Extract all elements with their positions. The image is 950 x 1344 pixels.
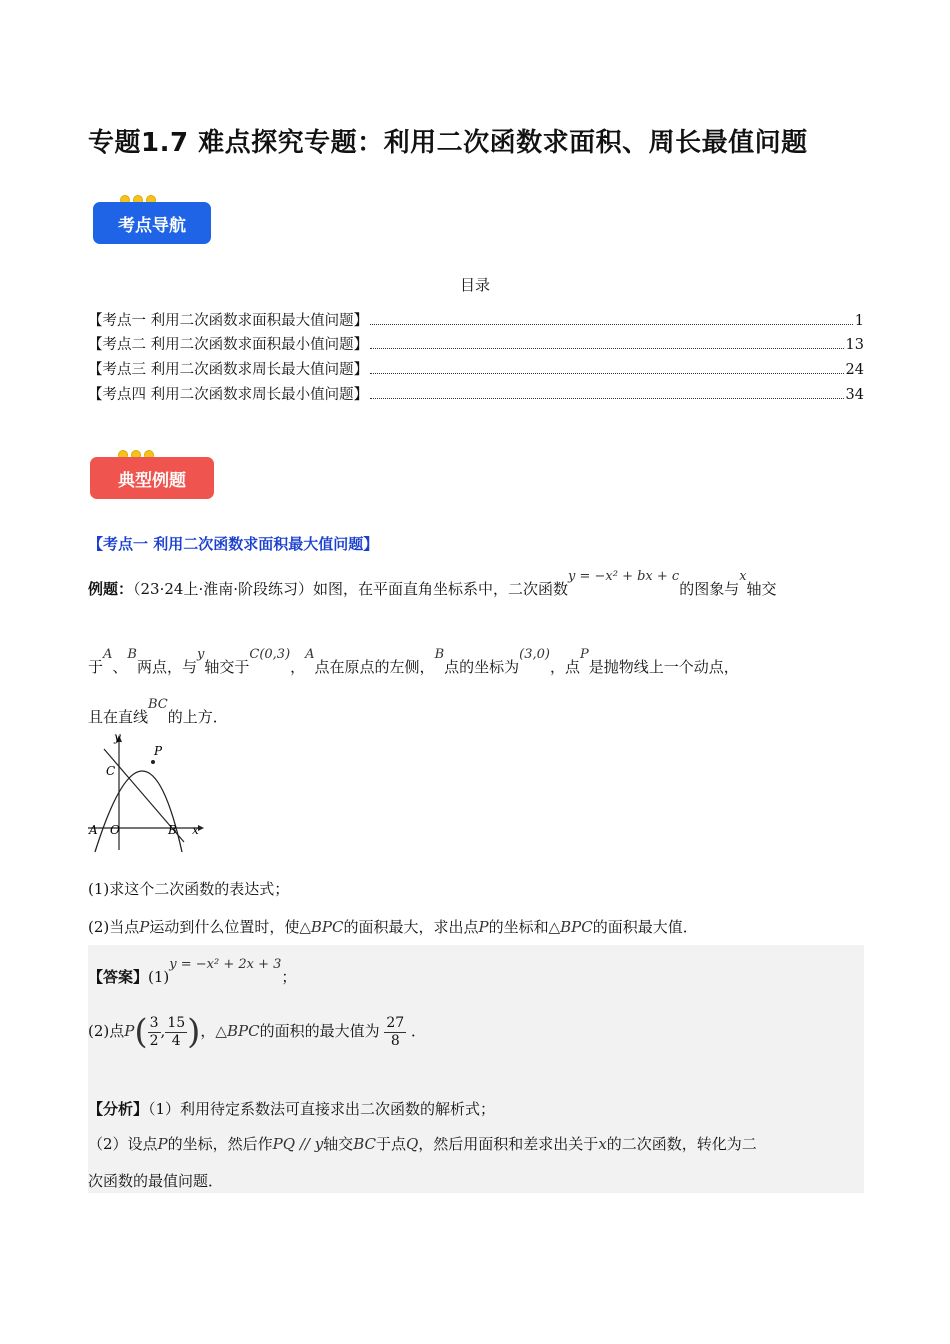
math-triangle: △BPC bbox=[299, 918, 344, 936]
text: ，然后用面积和差求出关于 bbox=[418, 1135, 599, 1153]
example-line-2 bbox=[88, 647, 739, 677]
text: 于点 bbox=[375, 1135, 406, 1153]
text: （2）设点 bbox=[88, 1135, 158, 1153]
math-expression: y = −x² + 2x + 3 bbox=[169, 957, 282, 972]
toc-item-3[interactable] bbox=[88, 358, 864, 380]
fraction bbox=[165, 1015, 187, 1050]
x-axis-arrow bbox=[198, 825, 204, 831]
text: (2)点 bbox=[88, 1022, 125, 1040]
text: 点在原点的左侧， bbox=[314, 658, 435, 676]
answer-1 bbox=[88, 957, 297, 987]
text: 的坐标和 bbox=[488, 918, 549, 936]
example-line-3 bbox=[88, 697, 228, 727]
text: 的上方． bbox=[167, 708, 228, 726]
point-p bbox=[151, 760, 155, 764]
fraction bbox=[384, 1015, 406, 1050]
math-var: y bbox=[197, 647, 205, 662]
denominator: 8 bbox=[390, 1032, 400, 1049]
math-expression: PQ // y bbox=[272, 1135, 324, 1153]
math-expression: y = −x² + bx + c bbox=[568, 569, 680, 584]
toc-item-label: 【考点一 利用二次函数求面积最大值问题】 bbox=[88, 313, 369, 329]
text: （1）利用待定系数法可直接求出二次函数的解析式； bbox=[148, 1100, 496, 1118]
toc-item-page: 34 bbox=[845, 387, 864, 403]
math-triangle: △BPC bbox=[548, 918, 593, 936]
page-title: 专题1.7 难点探究专题：利用二次函数求面积、周长最值问题 bbox=[88, 128, 808, 158]
text: 轴交 bbox=[746, 580, 777, 598]
text: 的坐标，然后作 bbox=[167, 1135, 273, 1153]
nav-badge: 考点导航 bbox=[93, 202, 211, 244]
paren-right: ) bbox=[187, 1012, 201, 1052]
math-var: x bbox=[598, 1135, 607, 1153]
text: 的面积最大，求出点 bbox=[343, 918, 479, 936]
text: 、 bbox=[112, 658, 128, 676]
text: ； bbox=[281, 968, 297, 986]
text: 运动到什么位置时，使 bbox=[149, 918, 300, 936]
toc-item-page: 24 bbox=[845, 362, 864, 378]
text: ，点 bbox=[549, 658, 580, 676]
text: （23·24上·淮南·阶段练习）如图，在平面直角坐标系中，二次函数 bbox=[133, 580, 568, 598]
examples-badge: 典型例题 bbox=[90, 457, 214, 499]
text: , bbox=[160, 1022, 166, 1040]
toc-item-1[interactable] bbox=[88, 309, 864, 331]
math-var: P bbox=[579, 647, 589, 662]
math-var: BC bbox=[148, 697, 168, 712]
math-var: P bbox=[124, 1022, 135, 1040]
label-x: x bbox=[192, 823, 199, 837]
text: (1) bbox=[148, 968, 170, 986]
numerator: 3 bbox=[149, 1014, 159, 1031]
text: 轴交于 bbox=[204, 658, 250, 676]
toc-item-page: 1 bbox=[854, 313, 864, 329]
toc-heading: 目录 bbox=[459, 276, 490, 294]
denominator: 4 bbox=[171, 1032, 181, 1049]
toc-item-2[interactable] bbox=[88, 333, 864, 355]
label-y: y bbox=[114, 730, 121, 744]
text: 的图象与 bbox=[679, 580, 740, 598]
text: 的面积最大值． bbox=[592, 918, 698, 936]
label-b: B bbox=[168, 823, 177, 837]
label-a: A bbox=[89, 823, 98, 837]
numerator: 15 bbox=[167, 1014, 186, 1031]
math-point: C(0,3) bbox=[249, 647, 291, 662]
math-point: (3,0) bbox=[519, 647, 550, 662]
toc-item-page: 13 bbox=[845, 337, 864, 353]
math-var: P bbox=[139, 918, 150, 936]
toc-leader bbox=[370, 373, 843, 374]
text: 且在直线 bbox=[88, 708, 149, 726]
analysis-1 bbox=[88, 1098, 495, 1119]
text: 轴交 bbox=[323, 1135, 354, 1153]
text: ， bbox=[290, 658, 306, 676]
text: 于 bbox=[88, 658, 104, 676]
label-o: O bbox=[110, 823, 120, 837]
math-var: B bbox=[434, 647, 445, 662]
text: 的二次函数，转化为二 bbox=[606, 1135, 757, 1153]
math-var: Q bbox=[405, 1135, 419, 1153]
answer-2 bbox=[88, 1012, 426, 1052]
example-label: 例题： bbox=[88, 580, 134, 598]
analysis-3: 次函数的最值问题． bbox=[88, 1172, 224, 1190]
toc-leader bbox=[370, 348, 843, 349]
question-2 bbox=[88, 916, 698, 937]
analysis-2 bbox=[88, 1133, 757, 1154]
numerator: 27 bbox=[386, 1014, 405, 1031]
label-c: C bbox=[106, 764, 116, 778]
math-var: P bbox=[478, 918, 489, 936]
denominator: 2 bbox=[149, 1032, 159, 1049]
math-var: A bbox=[103, 647, 113, 662]
toc-leader bbox=[370, 398, 843, 399]
math-triangle: △BPC bbox=[215, 1022, 260, 1040]
text: 点的坐标为 bbox=[444, 658, 520, 676]
text: 两点，与 bbox=[136, 658, 197, 676]
toc-leader bbox=[370, 324, 853, 325]
toc-item-4[interactable] bbox=[88, 383, 864, 405]
question-1: (1)求这个二次函数的表达式； bbox=[88, 880, 290, 898]
label-p: P bbox=[154, 744, 163, 758]
text: ． bbox=[410, 1022, 426, 1040]
answer-label: 【答案】 bbox=[88, 968, 149, 986]
text: (2)当点 bbox=[88, 918, 140, 936]
math-var: B bbox=[127, 647, 137, 662]
section-heading: 【考点一 利用二次函数求面积最大值问题】 bbox=[88, 535, 379, 553]
math-var: x bbox=[739, 569, 747, 584]
toc-item-label: 【考点四 利用二次函数求周长最小值问题】 bbox=[88, 387, 369, 403]
toc-item-label: 【考点三 利用二次函数求周长最大值问题】 bbox=[88, 362, 369, 378]
analysis-label: 【分析】 bbox=[88, 1100, 149, 1118]
fraction bbox=[148, 1015, 161, 1050]
parabola-figure bbox=[86, 730, 210, 854]
paren-left: ( bbox=[134, 1012, 148, 1052]
math-var: A bbox=[305, 647, 315, 662]
parabola-curve bbox=[95, 771, 182, 852]
math-var: P bbox=[157, 1135, 168, 1153]
text: 是抛物线上一个动点， bbox=[588, 658, 739, 676]
example-line-1 bbox=[88, 569, 777, 599]
toc-item-label: 【考点二 利用二次函数求面积最小值问题】 bbox=[88, 337, 369, 353]
math-var: BC bbox=[353, 1135, 376, 1153]
text: ， bbox=[200, 1022, 216, 1040]
text: 的面积的最大值为 bbox=[259, 1022, 380, 1040]
